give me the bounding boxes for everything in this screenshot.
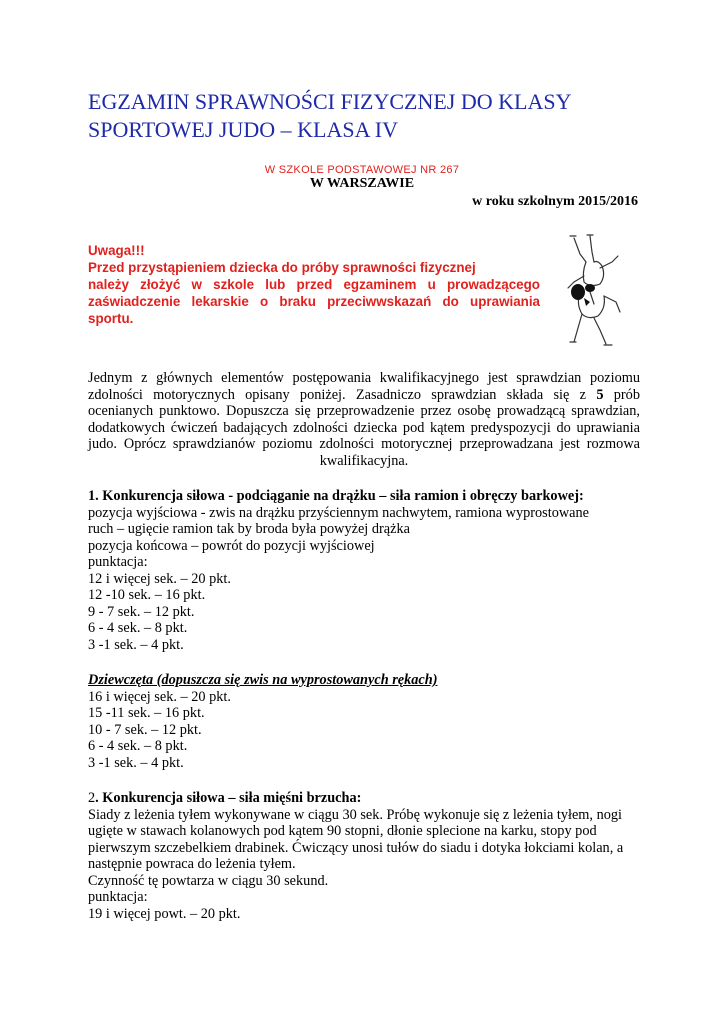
section-1-line: pozycja końcowa – powrót do pozycji wyjściowej <box>88 537 375 554</box>
section-1-girls <box>88 672 648 771</box>
intro-line <box>88 387 640 404</box>
warning-line: Przed przystąpieniem dziecka do próby sprawności fizycznej <box>88 260 476 275</box>
intro-line: kwalifikacyjna. <box>319 452 409 469</box>
intro-text: prób <box>613 386 640 403</box>
intro-line: ocenianych punktowo. Dopuszcza się przeprowadzenie przez osobę prowadzącą sprawdzian, <box>88 403 640 419</box>
section-1-line: punktacja: <box>88 554 148 570</box>
section-1-line: pozycja wyjściowa - zwis na drążku przyściennym nachwytem, ramiona wyprostowane <box>88 504 590 521</box>
section-2-line: ugięte w stawach kolanowych pod kątem 90 stopni, dłonie splecione na karku, stopy pod <box>88 823 597 839</box>
section-1 <box>88 488 648 653</box>
warning-block <box>88 242 540 327</box>
intro-text: zdolności motorycznych opisany poniżej. Zasadniczo sprawdzian składa się z <box>88 386 587 403</box>
document-title <box>88 88 648 144</box>
city-name: W WARSZAWIE <box>309 176 415 191</box>
section-1-line: 9 - 7 sek. – 12 pkt. <box>88 603 195 620</box>
section-2-line: 19 i więcej powt. – 20 pkt. <box>88 905 241 922</box>
intro-count: 5 <box>596 386 604 403</box>
intro-line: Jednym z głównych elementów postępowania kwalifikacyjnego jest sprawdzian poziomu <box>88 370 640 386</box>
girls-line: 10 - 7 sek. – 12 pkt. <box>88 721 202 738</box>
section-2-line: Siady z leżenia tyłem wykonywane w ciągu 30 sek. Próbę wykonuje się z leżenia tyłem, nogi <box>88 806 622 823</box>
section-2 <box>88 790 648 922</box>
section-1-line: 6 - 4 sek. – 8 pkt. <box>88 620 188 636</box>
section-1-line: 12 i więcej sek. – 20 pkt. <box>88 570 231 587</box>
girls-line: 6 - 4 sek. – 8 pkt. <box>88 738 188 754</box>
section-2-title: . Konkurencja siłowa – siła mięśni brzucha: <box>95 790 362 806</box>
girls-line: 3 -1 sek. – 4 pkt. <box>88 754 184 771</box>
section-2-heading <box>88 790 648 807</box>
section-2-line: Czynność tę powtarza w ciągu 30 sekund. <box>88 872 329 889</box>
intro-line: judo. Oprócz sprawdzianów poziomu zdolności motorycznej przeprowadzana jest rozmowa <box>88 436 640 452</box>
section-1-line: ruch – ugięcie ramion tak by broda była powyżej drążka <box>88 521 410 537</box>
section-2-line: punktacja: <box>88 889 148 905</box>
section-2-number: 2 <box>88 790 96 806</box>
section-2-line: następnie powraca do leżenia tyłem. <box>88 856 296 872</box>
section-1-heading: 1. Konkurencja siłowa - podciąganie na drążku – siła ramion i obręczy barkowej: <box>88 488 584 504</box>
intro-line: dodatkowych ćwiczeń badających zdolności dziecka pod kątem predyspozycji do uprawiania <box>88 419 640 436</box>
warning-line: zaświadczenie lekarskie o braku przeciwwskazań do uprawiania <box>88 294 540 309</box>
title-line-2: SPORTOWEJ JUDO – KLASA IV <box>88 117 398 142</box>
warning-line: należy złożyć w szkole lub przed egzaminem u prowadzącego <box>88 277 540 292</box>
section-2-line: pierwszym szczebelkiem drabinek. Ćwiczący unosi tułów do siadu i dotyka łokciami kolan, a <box>88 839 624 856</box>
judo-fighters-icon <box>560 232 632 348</box>
section-1-line: 3 -1 sek. – 4 pkt. <box>88 636 184 653</box>
girls-heading: Dziewczęta (dopuszcza się zwis na wyprostowanych rękach) <box>88 672 438 688</box>
warning-line: Uwaga!!! <box>88 243 145 258</box>
girls-line: 15 -11 sek. – 16 pkt. <box>88 705 205 721</box>
title-line-1: EGZAMIN SPRAWNOŚCI FIZYCZNEJ DO KLASY <box>88 89 572 114</box>
section-1-line: 12 -10 sek. – 16 pkt. <box>88 587 206 603</box>
girls-line: 16 i więcej sek. – 20 pkt. <box>88 688 231 705</box>
school-name: W SZKOLE PODSTAWOWEJ NR 267 <box>264 164 460 176</box>
warning-line: sportu. <box>88 311 134 326</box>
school-year: w roku szkolnym 2015/2016 <box>472 194 638 209</box>
intro-paragraph <box>88 370 640 469</box>
